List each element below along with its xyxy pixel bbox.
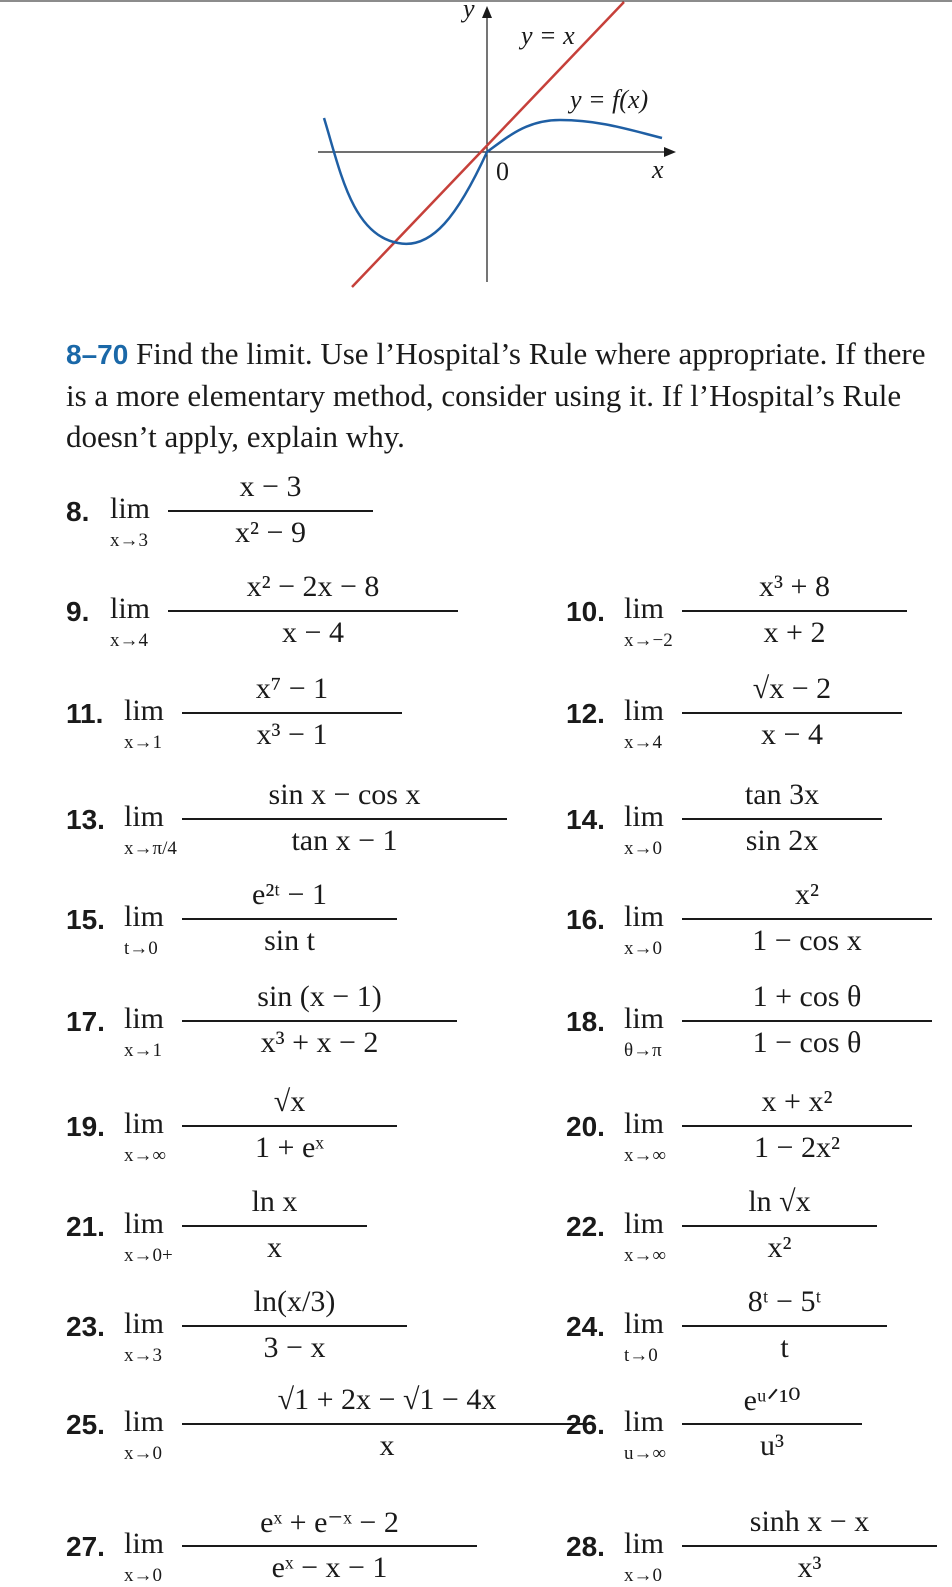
fraction-bar: [182, 1020, 457, 1022]
denominator: 1 − cos x: [752, 924, 862, 957]
problem-number: 11.: [66, 698, 104, 729]
denominator: x²: [767, 1231, 792, 1264]
numerator: x − 3: [239, 470, 302, 503]
numerator: sin (x − 1): [257, 980, 382, 1013]
numerator: x²: [795, 878, 819, 911]
limit-subscript: x→4: [624, 732, 662, 753]
numerator: √x: [273, 1085, 306, 1118]
fraction-bar: [168, 610, 458, 612]
fraction-bar: [682, 1225, 877, 1227]
limit-operator: lim: [624, 694, 665, 727]
limit-operator: lim: [124, 1207, 165, 1240]
limit-subscript: x→0+: [124, 1245, 173, 1266]
limit-subscript: x→∞: [624, 1245, 667, 1266]
problem-number: 8.: [66, 496, 90, 527]
limit-subscript: x→1: [124, 732, 162, 753]
y-axis-label: y: [463, 0, 475, 23]
limit-operator: lim: [624, 1405, 665, 1438]
line-y-equals-x: [352, 2, 624, 287]
limit-operator: lim: [124, 1002, 165, 1035]
limit-operator: lim: [624, 1307, 665, 1340]
curve-label: y = f(x): [570, 85, 649, 114]
numerator: x + x²: [761, 1085, 833, 1118]
fraction-bar: [682, 918, 932, 920]
numerator: 8ᵗ − 5ᵗ: [747, 1285, 822, 1318]
origin-label: 0: [496, 157, 509, 186]
fraction-bar: [682, 1325, 887, 1327]
fraction-bar: [182, 918, 397, 920]
denominator: 1 + eˣ: [255, 1131, 324, 1164]
problem-number: 19.: [66, 1111, 105, 1142]
fraction-bar: [182, 712, 402, 714]
limit-subscript: u→∞: [624, 1443, 667, 1464]
limit-operator: lim: [624, 1527, 665, 1560]
limit-operator: lim: [624, 800, 665, 833]
limit-subscript: x→0: [124, 1443, 162, 1464]
problem-range: 8–70: [66, 339, 129, 370]
denominator: x − 4: [282, 616, 344, 649]
fraction-bar: [182, 818, 507, 820]
limit-operator: lim: [124, 900, 165, 933]
fraction-bar: [682, 818, 882, 820]
numerator: ln x: [251, 1185, 298, 1218]
fraction-bar: [182, 1423, 592, 1425]
fraction-bar: [182, 1125, 397, 1127]
problem-number: 16.: [566, 904, 605, 935]
denominator: x³ + x − 2: [260, 1026, 379, 1059]
fraction-bar: [182, 1545, 477, 1547]
numerator: ln(x/3): [253, 1285, 336, 1318]
function-graph: [0, 0, 952, 300]
numerator: √x − 2: [752, 672, 832, 705]
x-axis-label: x: [652, 155, 664, 184]
denominator: 3 − x: [263, 1331, 326, 1364]
limit-subscript: θ→π: [624, 1040, 662, 1061]
denominator: sin 2x: [745, 824, 819, 857]
limit-subscript: x→0: [624, 938, 662, 959]
limit-subscript: x→0: [624, 838, 662, 859]
limit-operator: lim: [124, 800, 165, 833]
denominator: x − 4: [761, 718, 823, 751]
numerator: eˣ + e⁻ˣ − 2: [260, 1506, 399, 1539]
limit-subscript: x→∞: [124, 1145, 167, 1166]
limit-operator: lim: [624, 1207, 665, 1240]
fraction-bar: [682, 1125, 912, 1127]
numerator: e²ᵗ − 1: [252, 878, 327, 911]
limit-subscript: x→3: [124, 1345, 162, 1366]
fraction-bar: [682, 1545, 937, 1547]
numerator: x⁷ − 1: [255, 672, 329, 705]
limit-operator: lim: [110, 492, 151, 525]
limit-subscript: x→∞: [624, 1145, 667, 1166]
numerator: ln √x: [748, 1185, 811, 1218]
denominator: x³: [797, 1551, 822, 1584]
limit-subscript: x→1: [124, 1040, 162, 1061]
limit-operator: lim: [110, 592, 151, 625]
problem-number: 17.: [66, 1006, 105, 1037]
problem-number: 27.: [66, 1531, 105, 1562]
problem-number: 14.: [566, 804, 605, 835]
problem-number: 20.: [566, 1111, 605, 1142]
numerator: x² − 2x − 8: [246, 570, 380, 603]
x-axis-arrow: [664, 147, 676, 157]
limit-operator: lim: [624, 1107, 665, 1140]
instructions-text: Find the limit. Use l’Hospital’s Rule where appropriate. If there is a more elementary method, consider using it. If l’Hospital’s Rule doesn’t apply, explain why.: [66, 336, 926, 454]
denominator: 1 − 2x²: [754, 1131, 840, 1164]
y-axis-arrow: [482, 6, 492, 18]
fraction-bar: [168, 510, 373, 512]
instructions: [66, 333, 926, 457]
numerator: √1 + 2x − √1 − 4x: [277, 1383, 497, 1416]
numerator: 1 + cos θ: [752, 980, 862, 1013]
limit-operator: lim: [124, 1527, 165, 1560]
fraction-bar: [682, 1020, 932, 1022]
fraction-bar: [682, 1423, 862, 1425]
problem-number: 12.: [566, 698, 605, 729]
numerator: x³ + 8: [759, 570, 830, 603]
problem-number: 23.: [66, 1311, 105, 1342]
denominator: x: [267, 1231, 282, 1264]
problem-number: 15.: [66, 904, 105, 935]
denominator: eˣ − x − 1: [271, 1551, 388, 1584]
limit-operator: lim: [124, 1107, 165, 1140]
limit-operator: lim: [124, 1405, 165, 1438]
problem-number: 18.: [566, 1006, 605, 1037]
fraction-bar: [682, 712, 902, 714]
numerator: sinh x − x: [749, 1505, 870, 1538]
denominator: t: [780, 1331, 789, 1364]
limit-subscript: t→0: [124, 938, 158, 959]
limit-operator: lim: [124, 1307, 165, 1340]
problem-number: 9.: [66, 596, 90, 627]
denominator: x³ − 1: [256, 718, 328, 751]
denominator: x² − 9: [235, 516, 306, 549]
curve-f: [324, 118, 662, 244]
limit-subscript: x→4: [110, 630, 148, 651]
denominator: u³: [760, 1429, 784, 1462]
limit-subscript: x→0: [124, 1565, 162, 1586]
problem-number: 28.: [566, 1531, 605, 1562]
denominator: x + 2: [763, 616, 826, 649]
fraction-bar: [182, 1325, 407, 1327]
limit-subscript: x→3: [110, 530, 148, 551]
numerator: sin x − cos x: [268, 778, 421, 811]
problem-number: 10.: [566, 596, 605, 627]
line-label: y = x: [521, 21, 575, 50]
limit-subscript: x→−2: [624, 630, 673, 651]
problem-number: 25.: [66, 1409, 105, 1440]
denominator: 1 − cos θ: [752, 1026, 862, 1059]
numerator: tan 3x: [744, 778, 820, 811]
problem-number: 22.: [566, 1211, 605, 1242]
numerator: eᵘᐟ¹⁰: [743, 1384, 801, 1417]
limit-subscript: x→π/4: [124, 838, 177, 859]
problem-number: 24.: [566, 1311, 605, 1342]
problem-number: 21.: [66, 1211, 105, 1242]
limit-subscript: t→0: [624, 1345, 658, 1366]
limit-operator: lim: [124, 694, 165, 727]
fraction-bar: [182, 1225, 367, 1227]
limit-operator: lim: [624, 1002, 665, 1035]
limit-operator: lim: [624, 592, 665, 625]
denominator: sin t: [264, 924, 315, 957]
limit-subscript: x→0: [624, 1565, 662, 1586]
denominator: tan x − 1: [291, 824, 398, 857]
limit-operator: lim: [624, 900, 665, 933]
denominator: x: [379, 1429, 395, 1462]
problem-number: 26.: [566, 1409, 605, 1440]
problem-number: 13.: [66, 804, 105, 835]
fraction-bar: [682, 610, 907, 612]
